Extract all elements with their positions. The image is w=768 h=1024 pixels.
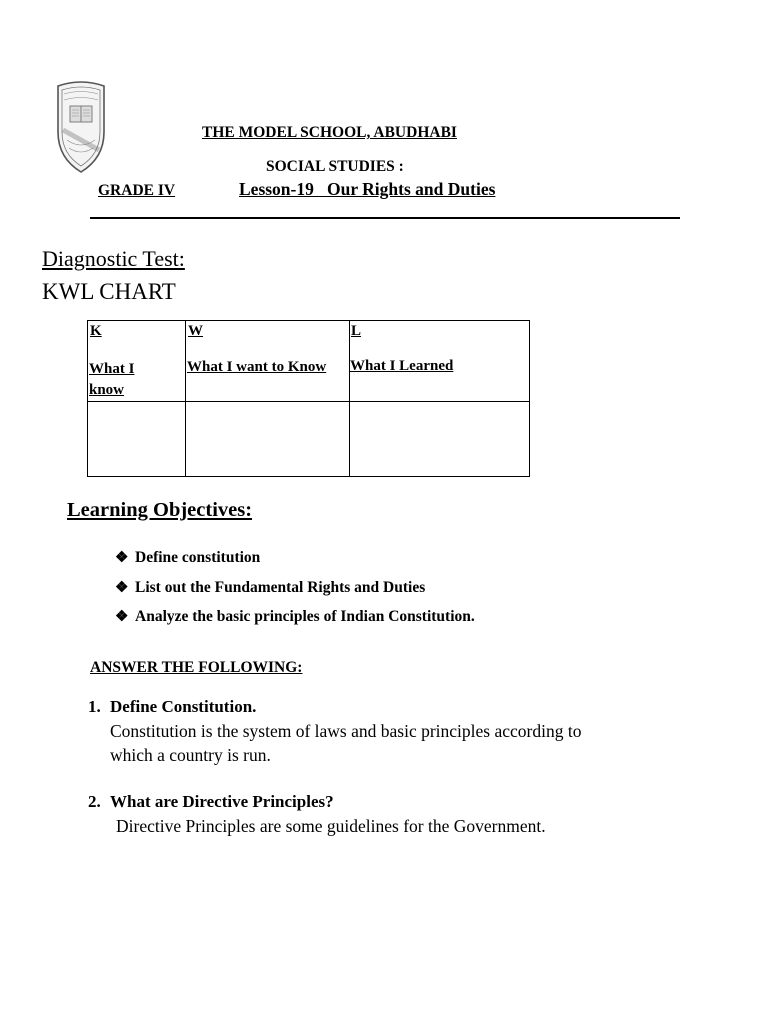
kwl-header-w bbox=[185, 321, 349, 401]
subject-label: SOCIAL STUDIES : bbox=[266, 158, 404, 175]
question-number: 2. bbox=[88, 792, 101, 811]
answer-section-title: ANSWER THE FOLLOWING: bbox=[90, 659, 303, 676]
kwl-header-k bbox=[88, 321, 185, 401]
question-1 bbox=[88, 697, 101, 717]
kwl-header-l bbox=[349, 321, 529, 401]
column-letter: W bbox=[188, 323, 203, 339]
answer-text: Directive Principles are some guidelines for the Government. bbox=[116, 816, 546, 836]
column-label: What I know bbox=[89, 361, 135, 398]
school-crest-icon bbox=[55, 80, 107, 174]
kwl-table bbox=[87, 320, 530, 477]
column-letter: K bbox=[90, 323, 102, 339]
column-label: What I want to Know bbox=[187, 359, 327, 375]
answer-text: Constitution is the system of laws and basic principles according to which a country is run. bbox=[110, 721, 582, 765]
diagnostic-test-title: Diagnostic Test: bbox=[42, 246, 185, 271]
learning-objectives-title: Learning Objectives: bbox=[67, 499, 253, 521]
list-item: ❖ Define constitution bbox=[115, 549, 261, 566]
kwl-chart-title: KWL CHART bbox=[42, 279, 176, 304]
column-letter: L bbox=[351, 323, 362, 339]
question-text: What are Directive Principles? bbox=[110, 792, 334, 811]
header-divider bbox=[90, 217, 680, 219]
four-diamond-bullet-icon: ❖ bbox=[115, 609, 129, 625]
kwl-cell-k[interactable] bbox=[88, 402, 185, 476]
four-diamond-bullet-icon: ❖ bbox=[115, 580, 129, 596]
lesson-title: Lesson-19 Our Rights and Duties bbox=[239, 179, 496, 199]
four-diamond-bullet-icon: ❖ bbox=[115, 550, 129, 566]
column-label: What I Learned bbox=[350, 358, 454, 374]
question-number: 1. bbox=[88, 697, 101, 716]
kwl-cell-w[interactable] bbox=[185, 402, 349, 476]
grade-label: GRADE IV bbox=[98, 182, 176, 199]
question-2 bbox=[88, 792, 101, 812]
list-item: ❖ List out the Fundamental Rights and Duties bbox=[115, 579, 426, 596]
list-item: ❖ Analyze the basic principles of Indian Constitution. bbox=[115, 608, 475, 625]
school-name: THE MODEL SCHOOL, ABUDHABI bbox=[202, 124, 457, 141]
question-text: Define Constitution. bbox=[110, 697, 257, 716]
kwl-cell-l[interactable] bbox=[349, 402, 529, 476]
